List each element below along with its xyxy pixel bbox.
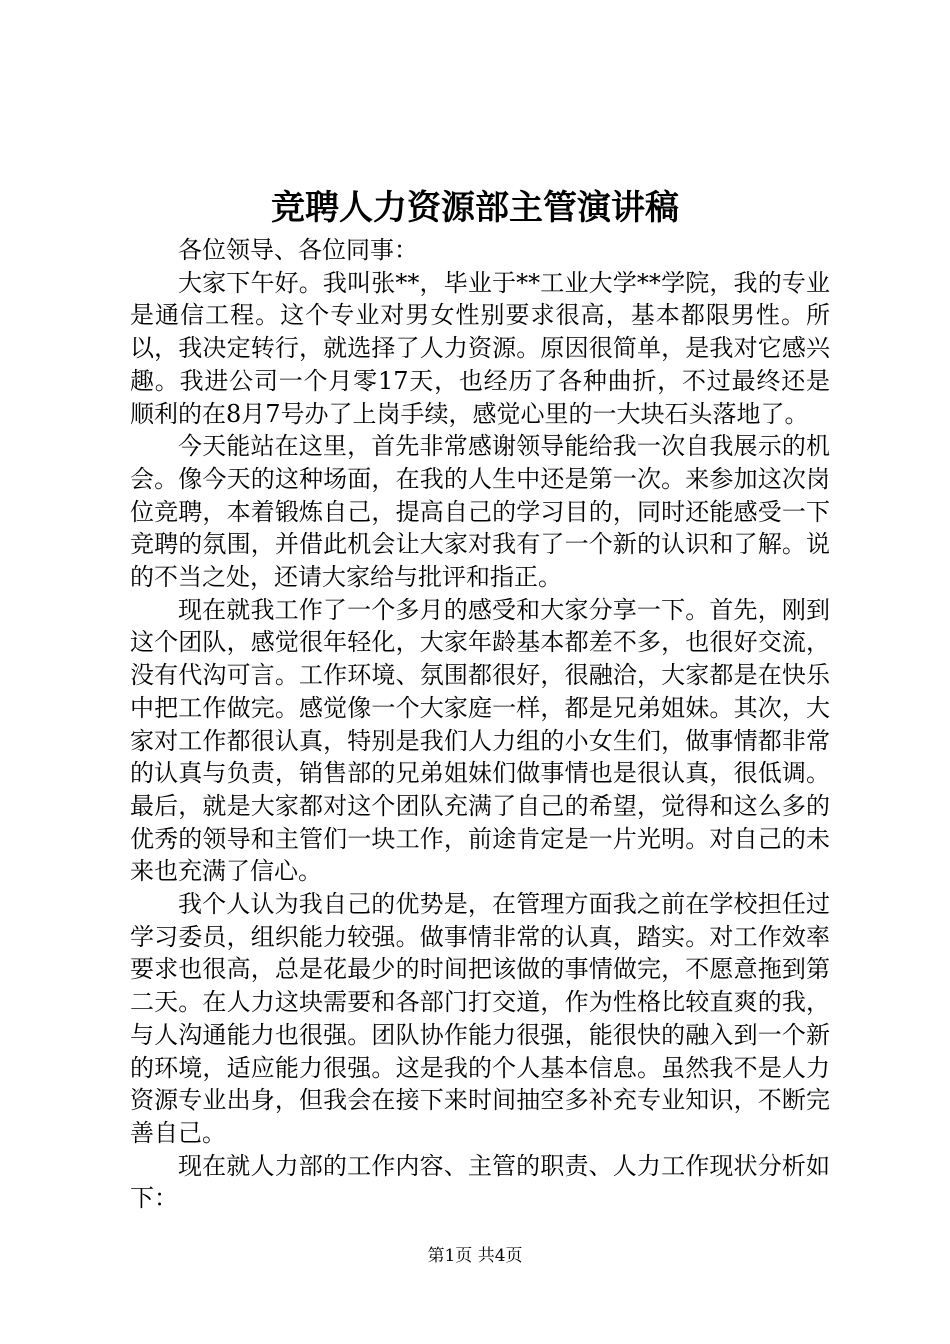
paragraph-experience: 现在就我工作了一个多月的感受和大家分享一下。首先，刚到这个团队，感觉很年轻化，大家年龄基本都差不多，也很好交流，没有代沟可言。工作环境、氛围都很好，很融洽，大家都是在快乐中把工作做完。感觉像一个大家庭一样，都是兄弟姐妹。其次，大家对工作都很认真，特别是我们人力组的小女生们，做事情都非常的认真与负责，销售部的兄弟姐妹们做事情也是很认真，很低调。最后，就是大家都对这个团队充满了自己的希望，觉得和这么多的优秀的领导和主管们一块工作，前途肯定是一片光明。对自己的未来也充满了信心。 (130, 595, 830, 886)
document-body (130, 234, 830, 1215)
paragraph-introduction: 大家下午好。我叫张**，毕业于**工业大学**学院，我的专业是通信工程。这个专业对男女性别要求很高，基本都限男性。所以，我决定转行，就选择了人力资源。原因很简单，是我对它感兴趣。我进公司一个月零17天，也经历了各种曲折，不过最终还是顺利的在8月7号办了上岗手续，感觉心里的一大块石头落地了。 (130, 268, 830, 428)
document-title: 竞聘人力资源部主管演讲稿 (271, 188, 679, 228)
page-footer: 第1页 共4页 (427, 1246, 523, 1266)
paragraph-gratitude: 今天能站在这里，首先非常感谢领导能给我一次自我展示的机会。像今天的这种场面，在我的人生中还是第一次。来参加这次岗位竞聘，本着锻炼自己，提高自己的学习目的，同时还能感受一下竞聘的氛围，并借此机会让大家对我有了一个新的认识和了解。说的不当之处，还请大家给与批评和指正。 (130, 432, 830, 592)
paragraph-strengths: 我个人认为我自己的优势是，在管理方面我之前在学校担任过学习委员，组织能力较强。做事情非常的认真，踏实。对工作效率要求也很高，总是花最少的时间把该做的事情做完，不愿意拖到第二天。在人力这块需要和各部门打交道，作为性格比较直爽的我，与人沟通能力也很强。团队协作能力很强，能很快的融入到一个新的环境，适应能力很强。这是我的个人基本信息。虽然我不是人力资源专业出身，但我会在接下来时间抽空多补充专业知识，不断完善自己。 (130, 890, 830, 1147)
paragraph-analysis-intro: 现在就人力部的工作内容、主管的职责、人力工作现状分析如下： (130, 1151, 830, 1213)
paragraph-salutation: 各位领导、各位同事： (178, 236, 418, 264)
